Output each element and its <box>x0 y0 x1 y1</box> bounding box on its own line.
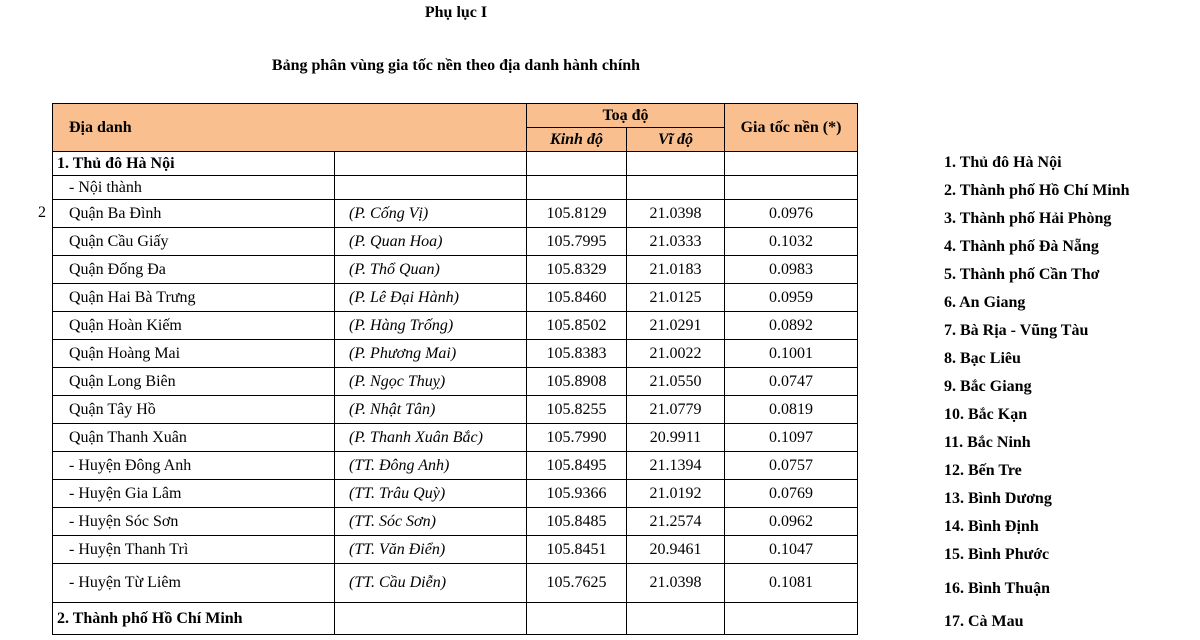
latitude-cell: 21.0398 <box>627 200 725 228</box>
list-item: 3. Thành phố Hải Phòng <box>944 210 1112 227</box>
district-name: Quận Hai Bà Trưng <box>53 284 335 312</box>
list-item: 12. Bến Tre <box>944 462 1022 479</box>
section-hanoi: 1. Thủ đô Hà Nội <box>53 152 335 176</box>
empty-cell <box>335 152 527 176</box>
subsection-inner-city: - Nội thành <box>53 176 335 200</box>
list-item: 6. An Giang <box>944 294 1026 311</box>
longitude-cell: 105.8908 <box>527 368 627 396</box>
list-item: 5. Thành phố Cần Thơ <box>944 266 1100 283</box>
district-name: Quận Ba Đình <box>53 200 335 228</box>
acceleration-cell: 0.0959 <box>725 284 858 312</box>
empty-cell <box>527 152 627 176</box>
header-place: Địa danh <box>53 104 527 152</box>
district-name: Quận Tây Hồ <box>53 396 335 424</box>
latitude-cell: 21.0550 <box>627 368 725 396</box>
empty-cell <box>335 176 527 200</box>
ward-name: (P. Nhật Tân) <box>335 396 527 424</box>
ward-name: (P. Lê Đại Hành) <box>335 284 527 312</box>
latitude-cell: 21.0291 <box>627 312 725 340</box>
acceleration-cell: 0.0757 <box>725 452 858 480</box>
latitude-cell: 20.9461 <box>627 536 725 564</box>
district-name: - Huyện Từ Liêm <box>53 564 335 603</box>
latitude-cell: 21.2574 <box>627 508 725 536</box>
table-row <box>53 340 858 368</box>
longitude-cell: 105.8329 <box>527 256 627 284</box>
table-row <box>53 368 858 396</box>
district-name: Quận Long Biên <box>53 368 335 396</box>
latitude-cell: 21.1394 <box>627 452 725 480</box>
longitude-cell: 105.8502 <box>527 312 627 340</box>
district-name: - Huyện Sóc Sơn <box>53 508 335 536</box>
table-row <box>53 228 858 256</box>
ward-name: (P. Thanh Xuân Bắc) <box>335 424 527 452</box>
list-item: 15. Bình Phước <box>944 546 1050 563</box>
header-latitude: Vĩ độ <box>627 128 725 152</box>
ward-name: (P. Phương Mai) <box>335 340 527 368</box>
header-row-1 <box>53 104 858 128</box>
acceleration-cell: 0.1032 <box>725 228 858 256</box>
latitude-cell: 21.0183 <box>627 256 725 284</box>
latitude-cell: 21.0192 <box>627 480 725 508</box>
list-item: 10. Bắc Kạn <box>944 406 1028 423</box>
district-name: - Huyện Thanh Trì <box>53 536 335 564</box>
district-rows <box>53 200 858 603</box>
district-name: Quận Hoàn Kiếm <box>53 312 335 340</box>
appendix-title: Phụ lục I <box>424 4 488 21</box>
latitude-cell: 21.0398 <box>627 564 725 603</box>
ward-name: (P. Quan Hoa) <box>335 228 527 256</box>
table-row <box>53 480 858 508</box>
acceleration-cell: 0.0976 <box>725 200 858 228</box>
ward-name: (P. Thổ Quan) <box>335 256 527 284</box>
list-item: 13. Bình Dương <box>944 490 1052 507</box>
latitude-cell: 21.0333 <box>627 228 725 256</box>
list-item: 7. Bà Rịa - Vũng Tàu <box>944 322 1089 339</box>
longitude-cell: 105.7990 <box>527 424 627 452</box>
longitude-cell: 105.8383 <box>527 340 627 368</box>
header-longitude: Kinh độ <box>527 128 627 152</box>
acceleration-cell: 0.1097 <box>725 424 858 452</box>
empty-cell <box>627 176 725 200</box>
list-item: 1. Thủ đô Hà Nội <box>944 154 1062 171</box>
acceleration-cell: 0.1081 <box>725 564 858 603</box>
row-marker: 2 <box>38 204 46 221</box>
longitude-cell: 105.8255 <box>527 396 627 424</box>
acceleration-cell: 0.0769 <box>725 480 858 508</box>
table-row <box>53 396 858 424</box>
acceleration-cell: 0.1047 <box>725 536 858 564</box>
acceleration-table <box>52 103 858 635</box>
header-coordinates: Toạ độ <box>527 104 725 128</box>
header-acceleration: Gia tốc nền (*) <box>725 104 858 152</box>
acceleration-cell: 0.0747 <box>725 368 858 396</box>
district-name: Quận Đống Đa <box>53 256 335 284</box>
table-row <box>53 452 858 480</box>
empty-cell <box>725 176 858 200</box>
acceleration-cell: 0.0892 <box>725 312 858 340</box>
table-row <box>53 508 858 536</box>
longitude-cell: 105.7995 <box>527 228 627 256</box>
ward-name: (P. Hàng Trống) <box>335 312 527 340</box>
ward-name: (TT. Đông Anh) <box>335 452 527 480</box>
empty-cell <box>725 152 858 176</box>
acceleration-cell: 0.0819 <box>725 396 858 424</box>
list-item: 9. Bắc Giang <box>944 378 1032 395</box>
longitude-cell: 105.9366 <box>527 480 627 508</box>
acceleration-cell: 0.1001 <box>725 340 858 368</box>
longitude-cell: 105.7625 <box>527 564 627 603</box>
subsection-row <box>53 176 858 200</box>
table-row <box>53 424 858 452</box>
table-row <box>53 312 858 340</box>
ward-name: (P. Cống Vị) <box>335 200 527 228</box>
table-row <box>53 564 858 603</box>
empty-cell <box>627 152 725 176</box>
empty-cell <box>527 176 627 200</box>
district-name: - Huyện Đông Anh <box>53 452 335 480</box>
latitude-cell: 21.0125 <box>627 284 725 312</box>
longitude-cell: 105.8485 <box>527 508 627 536</box>
list-item: 8. Bạc Liêu <box>944 350 1021 367</box>
district-name: - Huyện Gia Lâm <box>53 480 335 508</box>
longitude-cell: 105.8451 <box>527 536 627 564</box>
table-row <box>53 536 858 564</box>
acceleration-cell: 0.0983 <box>725 256 858 284</box>
list-item: 4. Thành phố Đà Nẵng <box>944 238 1099 255</box>
longitude-cell: 105.8129 <box>527 200 627 228</box>
list-item: 11. Bắc Ninh <box>944 434 1031 451</box>
latitude-cell: 21.0022 <box>627 340 725 368</box>
latitude-cell: 21.0779 <box>627 396 725 424</box>
acceleration-cell: 0.0962 <box>725 508 858 536</box>
list-item: 14. Bình Định <box>944 518 1039 535</box>
ward-name: (TT. Trâu Quỳ) <box>335 480 527 508</box>
latitude-cell: 20.9911 <box>627 424 725 452</box>
district-name: Quận Hoàng Mai <box>53 340 335 368</box>
longitude-cell: 105.8460 <box>527 284 627 312</box>
table-row <box>53 200 858 228</box>
table-row <box>53 284 858 312</box>
list-item: 17. Cà Mau <box>944 613 1024 630</box>
ward-name: (TT. Sóc Sơn) <box>335 508 527 536</box>
ward-name: (TT. Văn Điển) <box>335 536 527 564</box>
section-hcmc: 2. Thành phố Hồ Chí Minh <box>53 603 335 635</box>
list-item: 16. Bình Thuận <box>944 580 1050 597</box>
district-name: Quận Thanh Xuân <box>53 424 335 452</box>
table-title: Bảng phân vùng gia tốc nền theo địa danh hành chính <box>271 57 641 74</box>
province-list <box>944 151 1130 637</box>
section-row-hanoi <box>53 152 858 176</box>
list-item: 2. Thành phố Hồ Chí Minh <box>944 182 1130 199</box>
district-name: Quận Cầu Giấy <box>53 228 335 256</box>
longitude-cell: 105.8495 <box>527 452 627 480</box>
ward-name: (TT. Cầu Diễn) <box>335 564 527 603</box>
table-row <box>53 256 858 284</box>
ward-name: (P. Ngọc Thuỵ) <box>335 368 527 396</box>
